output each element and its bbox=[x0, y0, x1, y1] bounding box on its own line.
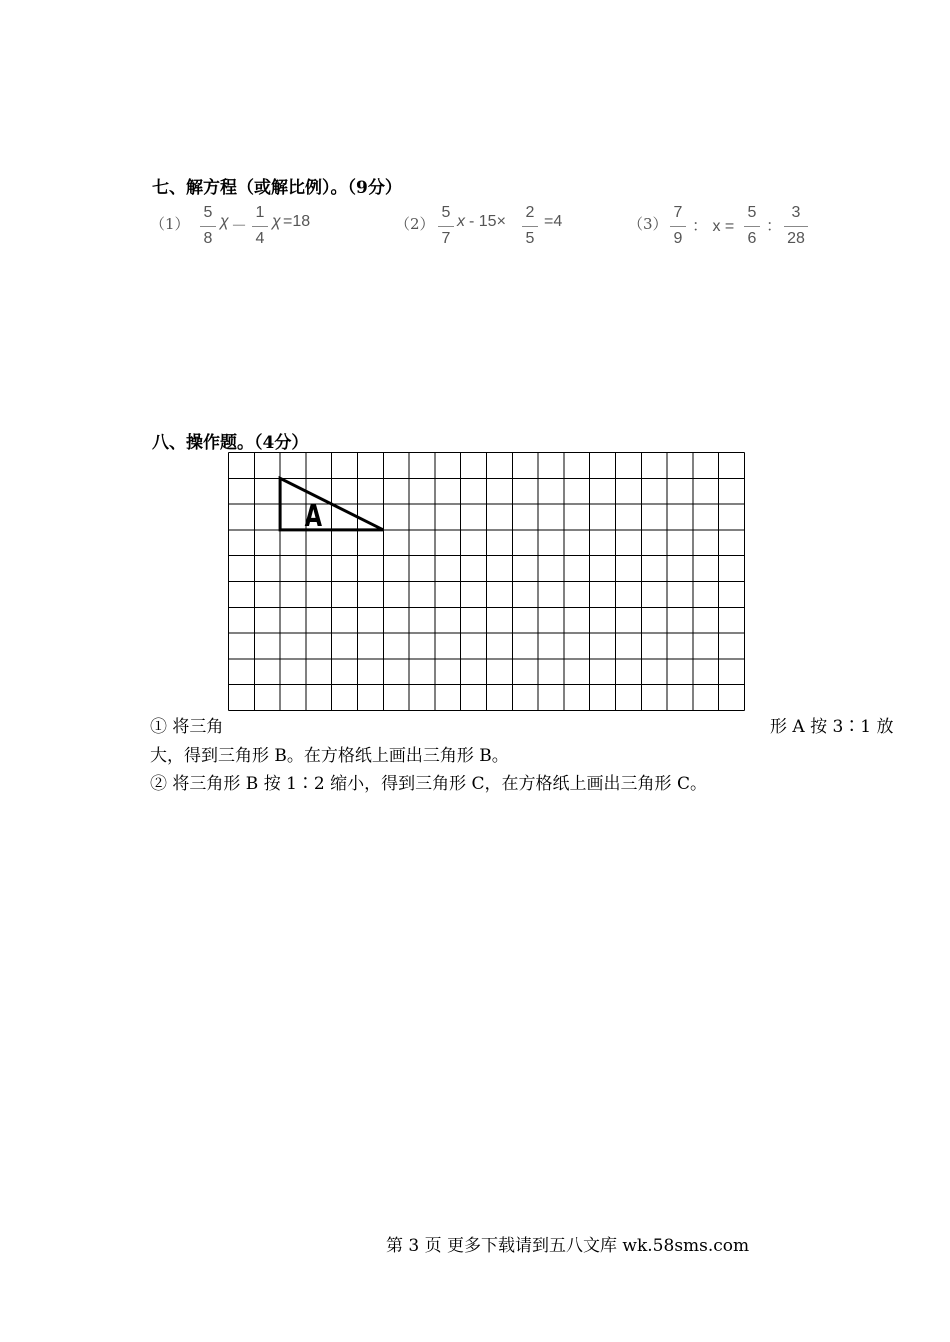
eq1-fraction-2-numerator: 1 bbox=[255, 204, 265, 221]
instruction-2: ② 将三角形 B 按 1∶2 缩小，得到三角形 C，在方格纸上画出三角形 C。 bbox=[150, 774, 707, 794]
eq3-fraction-1-denominator: 9 bbox=[673, 230, 683, 247]
eq3-fraction-2-denominator: 6 bbox=[747, 230, 757, 247]
eq1-fraction-2-denominator: 4 bbox=[255, 230, 265, 247]
eq3-fraction-2-numerator: 5 bbox=[747, 204, 757, 221]
eq3-colon: ： bbox=[766, 218, 783, 235]
eq1-minus: － bbox=[231, 218, 248, 235]
fraction-bar bbox=[744, 226, 760, 227]
page-footer: 第 3 页 更多下载请到五八文库 wk.58sms.com bbox=[386, 1236, 750, 1256]
eq2-fraction-1-numerator: 5 bbox=[441, 204, 451, 221]
eq3-fraction-3 bbox=[783, 203, 809, 249]
eq3-label: （3） bbox=[628, 215, 668, 233]
eq2-fraction-1-denominator: 7 bbox=[441, 230, 451, 247]
eq3-fraction-1 bbox=[669, 203, 687, 249]
square-grid-paper bbox=[228, 452, 748, 714]
eq1-fraction-1-numerator: 5 bbox=[203, 204, 213, 221]
section-8-title: 八、操作题。（4分） bbox=[152, 433, 309, 453]
eq2-label: （2） bbox=[395, 215, 435, 233]
instruction-1-part-2: 形 A 按 3∶1 放 bbox=[770, 717, 894, 737]
eq1-fraction-1 bbox=[199, 203, 217, 249]
eq2-fraction-2-numerator: 2 bbox=[525, 204, 535, 221]
eq1-variable-1: χ bbox=[220, 213, 229, 230]
fraction-bar bbox=[522, 226, 538, 227]
eq3-middle: ： x = bbox=[692, 218, 735, 235]
eq2-variable: x bbox=[457, 213, 465, 230]
triangle-a-label: A bbox=[304, 498, 323, 534]
instruction-1-line-2: 大，得到三角形 B。在方格纸上画出三角形 B。 bbox=[150, 746, 509, 766]
eq3-fraction-3-numerator: 3 bbox=[791, 204, 801, 221]
instruction-1-part-1: ① 将三角 bbox=[150, 717, 224, 737]
eq1-fraction-1-denominator: 8 bbox=[203, 230, 213, 247]
eq2-fraction-2 bbox=[521, 203, 539, 249]
eq2-rhs: =4 bbox=[544, 213, 563, 230]
eq2-middle: - 15× bbox=[469, 213, 506, 230]
eq3-fraction-3-denominator: 28 bbox=[787, 230, 805, 247]
eq2-fraction-1 bbox=[437, 203, 455, 249]
section-7-title: 七、解方程（或解比例）。（9分） bbox=[152, 178, 402, 198]
fraction-bar bbox=[670, 226, 686, 227]
eq1-fraction-2 bbox=[251, 203, 269, 249]
eq1-label: （1） bbox=[150, 215, 190, 233]
fraction-bar bbox=[438, 226, 454, 227]
eq1-rhs: =18 bbox=[283, 213, 311, 230]
eq3-fraction-1-numerator: 7 bbox=[673, 204, 683, 221]
eq1-variable-2: χ bbox=[272, 213, 281, 230]
fraction-bar bbox=[252, 226, 268, 227]
eq2-fraction-2-denominator: 5 bbox=[525, 230, 535, 247]
fraction-bar bbox=[200, 226, 216, 227]
eq3-fraction-2 bbox=[743, 203, 761, 249]
fraction-bar bbox=[784, 226, 808, 227]
